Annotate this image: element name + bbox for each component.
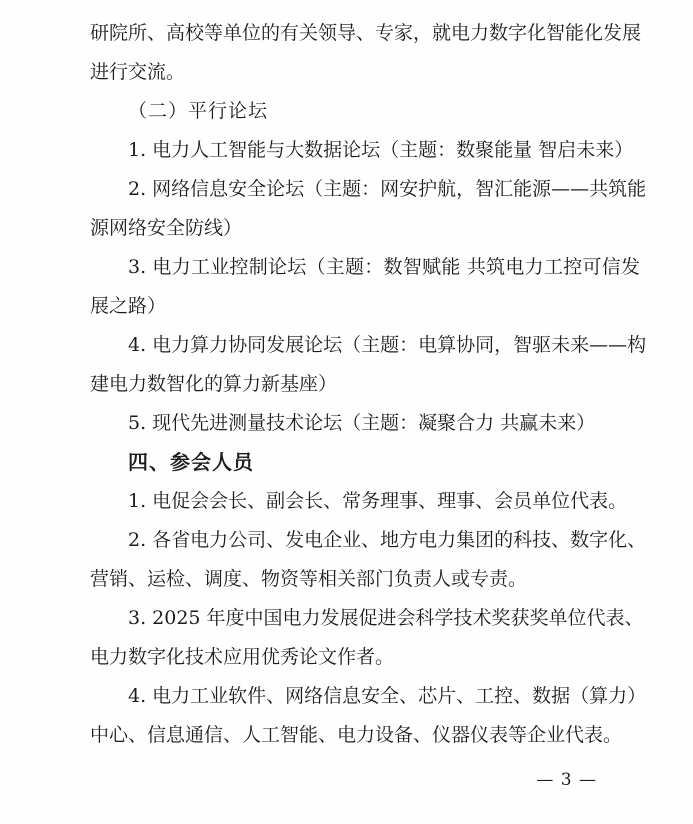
text-line: 建电力数智化的算力新基座） [90,373,338,395]
section-heading: 四、参会人员 [128,450,254,474]
list-item: 4. 电力算力协同发展论坛（主题：电算协同，智驱未来——构 [128,334,647,356]
list-item: 5. 现代先进测量技术论坛（主题：凝聚合力 共赢未来） [128,412,596,434]
text-line: 展之路） [90,295,167,317]
list-item: 1. 电促会会长、副会长、常务理事、理事、会员单位代表。 [128,490,628,512]
text-line: 源网络安全防线） [90,217,243,239]
text-line: 电力数字化技术应用优秀论文作者。 [90,646,395,668]
text-line: 进行交流。 [90,61,186,83]
list-item: 3. 电力工业控制论坛（主题：数智赋能 共筑电力工控可信发 [128,256,640,278]
text-line: 营销、运检、调度、物资等相关部门负责人或专责。 [90,568,528,590]
page-number: — 3 — [536,770,597,790]
list-item: 4. 电力工业软件、网络信息安全、芯片、工控、数据（算力） [128,685,647,707]
subsection-heading: （二）平行论坛 [128,100,269,122]
text-line: 研院所、高校等单位的有关领导、专家，就电力数字化智能化发展 [90,22,642,44]
list-item: 3. 2025 年度中国电力发展促进会科学技术奖获奖单位代表、 [128,607,644,629]
list-item: 2. 网络信息安全论坛（主题：网安护航，智汇能源——共筑能 [128,178,647,200]
text-line: 中心、信息通信、人工智能、电力设备、仪器仪表等企业代表。 [90,724,623,746]
list-item: 2. 各省电力公司、发电企业、地方电力集团的科技、数字化、 [128,529,647,551]
list-item: 1. 电力人工智能与大数据论坛（主题：数聚能量 智启未来） [128,139,634,161]
document-body [90,14,647,755]
